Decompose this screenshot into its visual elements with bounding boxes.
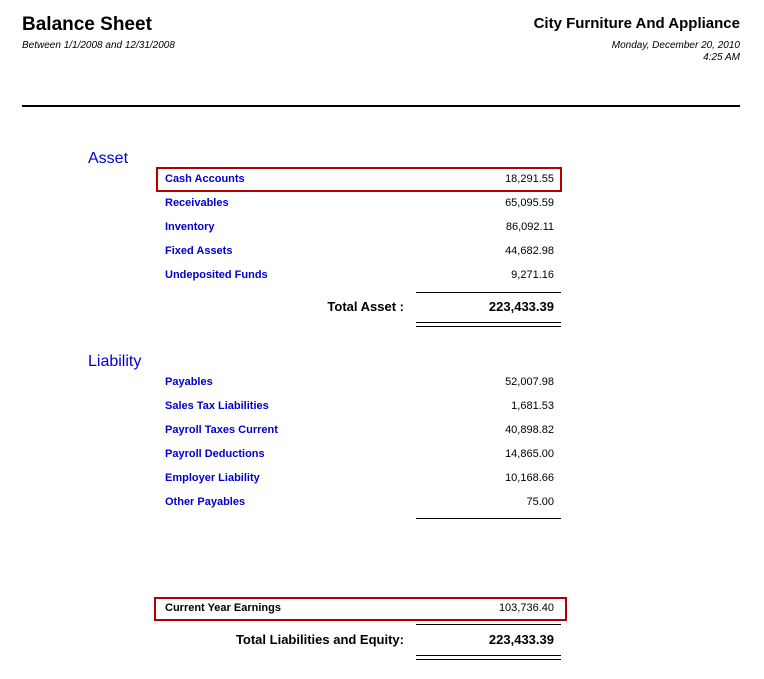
- grand-total-label: Total Liabilities and Equity:: [235, 632, 404, 647]
- grand-total-top-line: [416, 624, 561, 625]
- asset-row-amount: 18,291.55: [505, 173, 554, 185]
- liability-row-label[interactable]: Sales Tax Liabilities: [165, 400, 269, 412]
- report-date: Monday, December 20, 2010: [611, 40, 740, 51]
- grand-total-amount: 223,433.39: [488, 632, 554, 647]
- liability-row-label[interactable]: Payroll Deductions: [165, 448, 265, 460]
- asset-total-double-line-2: [416, 326, 561, 327]
- liability-row-amount: 52,007.98: [505, 376, 554, 388]
- liability-row-amount: 40,898.82: [505, 424, 554, 436]
- liability-row-amount: 14,865.00: [505, 448, 554, 460]
- asset-row-label[interactable]: Inventory: [165, 221, 215, 233]
- report-period: Between 1/1/2008 and 12/31/2008: [22, 40, 175, 51]
- earnings-label: Current Year Earnings: [165, 602, 281, 614]
- asset-total-double-line-1: [416, 322, 561, 323]
- asset-row-label[interactable]: Receivables: [165, 197, 229, 209]
- liability-row-label[interactable]: Other Payables: [165, 496, 246, 508]
- liability-subtotal-line: [416, 518, 561, 519]
- grand-total-double-line-1: [416, 655, 561, 656]
- liability-row-label[interactable]: Employer Liability: [165, 472, 260, 484]
- grand-total-double-line-2: [416, 659, 561, 660]
- liability-row-amount: 10,168.66: [505, 472, 554, 484]
- liability-row-label[interactable]: Payables: [165, 376, 213, 388]
- liability-heading: Liability: [88, 353, 142, 370]
- liability-row-amount: 1,681.53: [511, 400, 554, 412]
- asset-row-label[interactable]: Undeposited Funds: [165, 269, 268, 281]
- asset-row-amount: 9,271.16: [511, 269, 554, 281]
- asset-total-amount: 223,433.39: [488, 299, 554, 314]
- asset-total-top-line: [416, 292, 561, 293]
- report-title: Balance Sheet: [22, 14, 152, 35]
- header-divider: [22, 105, 740, 107]
- asset-row-label[interactable]: Fixed Assets: [165, 245, 233, 257]
- asset-heading: Asset: [88, 150, 129, 167]
- liability-row-label[interactable]: Payroll Taxes Current: [165, 424, 278, 436]
- asset-row-amount: 65,095.59: [505, 197, 554, 209]
- asset-row-label[interactable]: Cash Accounts: [165, 173, 245, 185]
- earnings-amount: 103,736.40: [498, 602, 554, 614]
- asset-row-amount: 86,092.11: [505, 221, 554, 233]
- asset-row-amount: 44,682.98: [505, 245, 554, 257]
- company-name: City Furniture And Appliance: [533, 15, 740, 32]
- asset-total-label: Total Asset :: [327, 299, 404, 314]
- liability-row-amount: 75.00: [526, 496, 554, 508]
- report-time: 4:25 AM: [703, 52, 740, 63]
